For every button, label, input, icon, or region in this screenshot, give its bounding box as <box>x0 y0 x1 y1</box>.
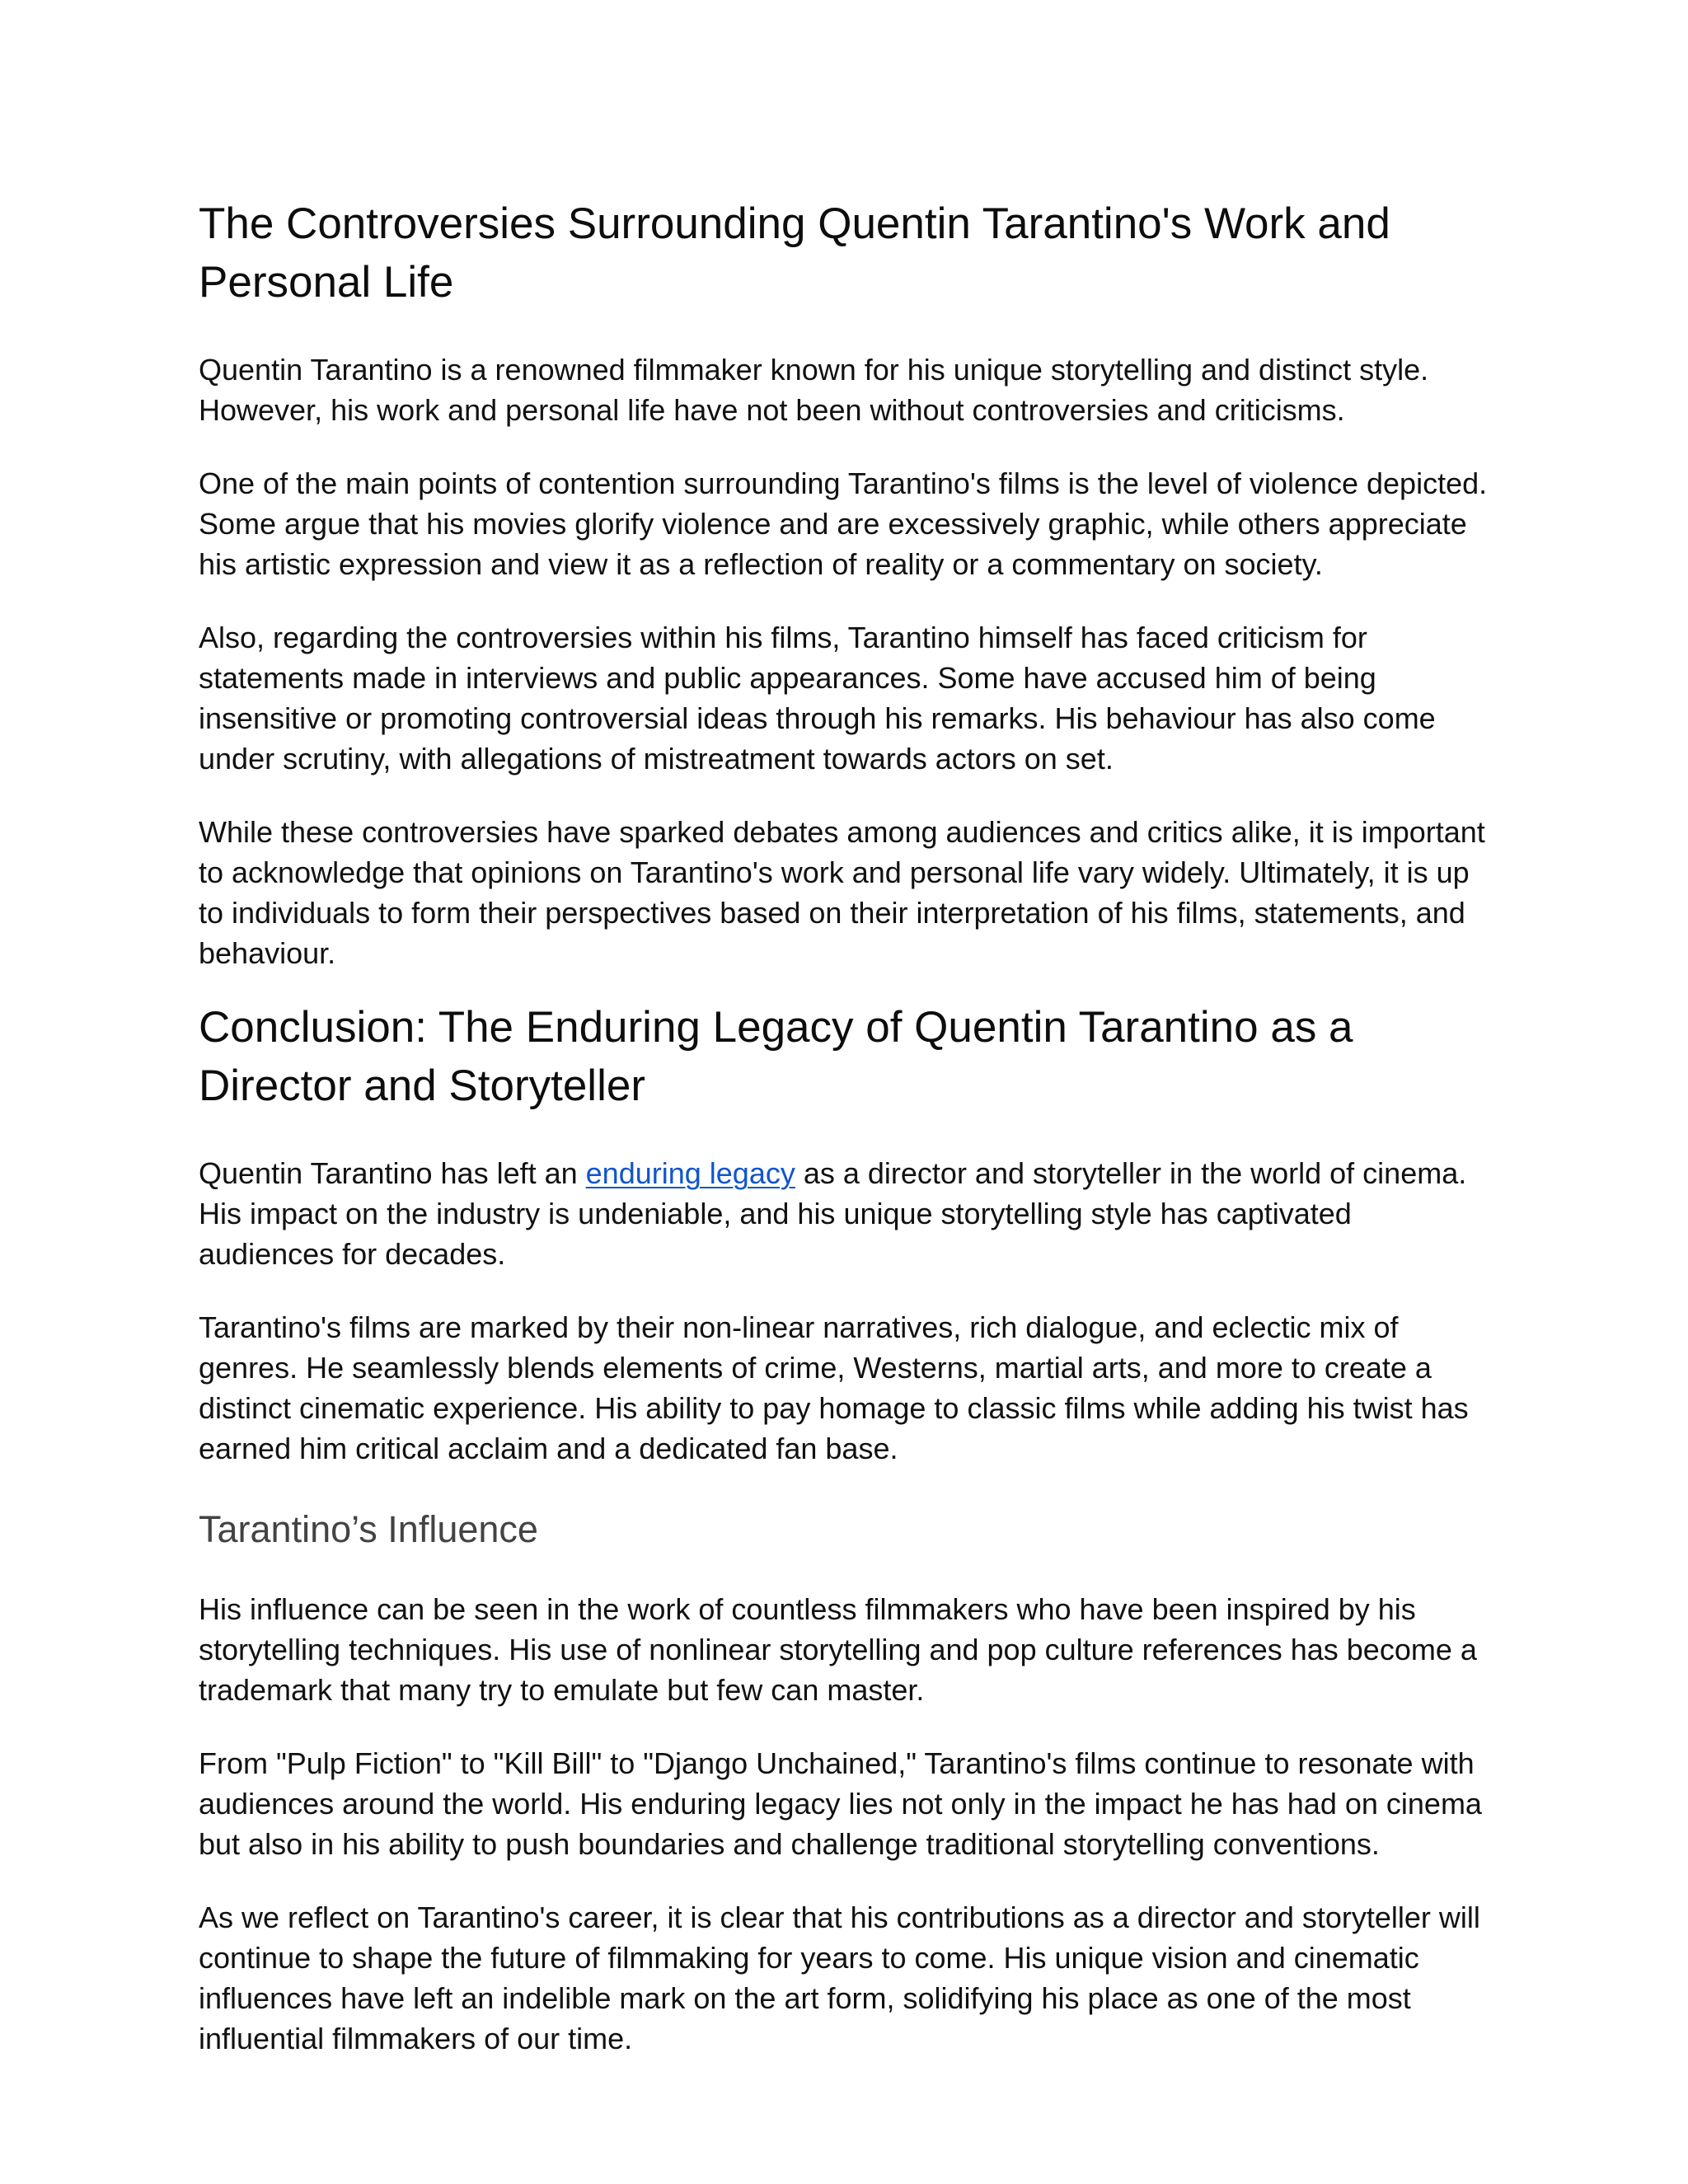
paragraph-films-resonate: From "Pulp Fiction" to "Kill Bill" to "Django Unchained," Tarantino's films continue to resonate with audiences around the world. His enduring legacy lies not only in the impact he has had on cinema but also in his ability to push boundaries and challenge traditional storytelling conventions. <box>199 1746 1482 1861</box>
paragraph-violence: One of the main points of contention surrounding Tarantino's films is the level of violence depicted. Some argue that his movies glorify violence and are excessively graphic, while others appreciate his artistic expression and view it as a reflection of reality or a commentary on society. <box>199 466 1488 581</box>
subsection-title-influence: Tarantino’s Influence <box>199 1508 538 1550</box>
paragraph-career-reflection: As we reflect on Tarantino's career, it is clear that his contributions as a director and storyteller will continue to shape the future of filmmaking for years to come. His unique vision and cinematic influences have left an indelible mark on the art form, solidifying his place as one of the most influential filmmakers of our time. <box>199 1900 1480 2055</box>
legacy-text-before: Quentin Tarantino has left an <box>199 1156 586 1190</box>
document-body <box>199 194 1493 2059</box>
paragraph-influence: His influence can be seen in the work of countless filmmakers who have been inspired by his storytelling techniques. His use of nonlinear storytelling and pop culture references has become a trademark that many try to emulate but few can master. <box>199 1592 1477 1707</box>
paragraph-opinions: While these controversies have sparked debates among audiences and critics alike, it is important to acknowledge that opinions on Tarantino's work and personal life vary widely. Ultimately, it is up to individuals to form their perspectives based on their interpretation of his films, statements, and behaviour. <box>199 815 1485 970</box>
paragraph-style: Tarantino's films are marked by their non-linear narratives, rich dialogue, and eclectic mix of genres. He seamlessly blends elements of crime, Westerns, martial arts, and more to create a distinct cinematic experience. His ability to pay homage to classic films while adding his twist has earned him critical acclaim and a dedicated fan base. <box>199 1310 1469 1465</box>
paragraph-intro: Quentin Tarantino is a renowned filmmaker known for his unique storytelling and distinct style. However, his work and personal life have not been without controversies and criticisms. <box>199 353 1429 427</box>
enduring-legacy-link[interactable]: enduring legacy <box>585 1156 795 1190</box>
section-title-conclusion: Conclusion: The Enduring Legacy of Quentin Tarantino as a Director and Storyteller <box>199 1003 1353 1110</box>
paragraph-legacy-intro <box>199 1153 1493 1274</box>
legacy-text-after: as a director and storyteller in the world of cinema. His impact on the industry is undeniable, and his unique storytelling style has captivated audiences for decades. <box>199 1156 1467 1271</box>
section-title-controversies: The Controversies Surrounding Quentin Tarantino's Work and Personal Life <box>199 199 1390 307</box>
paragraph-statements: Also, regarding the controversies within his films, Tarantino himself has faced criticism for statements made in interviews and public appearances. Some have accused him of being insensitive or promoting controversial ideas through his remarks. His behaviour has also come under scrutiny, with allegations of mistreatment towards actors on set. <box>199 621 1436 776</box>
